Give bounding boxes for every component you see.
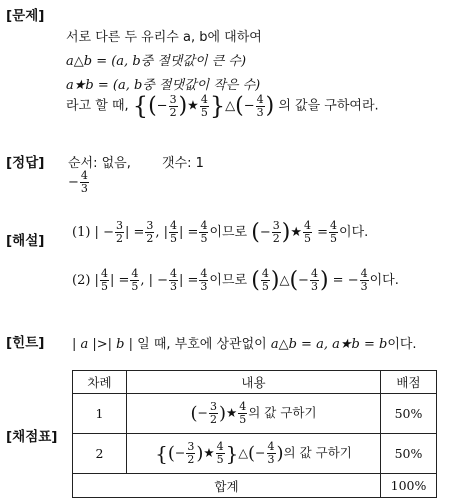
- problem-line-4-suffix: 의 값을 구하여라.: [278, 98, 379, 114]
- answer-order: 순서: 없음,: [68, 156, 131, 171]
- rubric-header-row: [73, 371, 437, 394]
- solution-step-1-mid: 이므로: [209, 225, 248, 240]
- problem-def-triangle: a△b = (a, b중 절댓값이 큰 수): [66, 54, 247, 69]
- solution-step-2-mid: 이므로: [209, 273, 248, 288]
- answer-value: − $\frac{4}{3}$: [68, 169, 88, 195]
- hint-label: [힌트]: [6, 335, 45, 351]
- rubric-table: [72, 370, 437, 498]
- solution-step-1: (1) | − $\frac{3}{2}$ | = $\frac{3}{2}$ , | $\frac{4}{5}$ | = $\frac{4}{5}$ 이므로 (− $\frac{3}{2}$ )★ $\frac{4}{5}$ = $\frac{4}{5}$ 이다.: [72, 219, 369, 245]
- rubric-row-1-suffix: 의 값 구하기: [248, 405, 317, 420]
- problem-label: [문제]: [6, 8, 45, 24]
- hint-text: | a |>| b | 일 때, 부호에 상관없이 a△b = a, a★b = b이다.: [72, 337, 417, 352]
- rubric-row-2-suffix: 의 값 구하기: [283, 445, 352, 460]
- solution-step-1-end: 이다.: [339, 225, 369, 240]
- rubric-row-1-score: 50%: [381, 394, 437, 434]
- solution-step-2: (2) | $\frac{4}{5}$ | = $\frac{4}{5}$ , | − $\frac{4}{3}$ | = $\frac{4}{3}$ 이므로 ( $\frac{4}{5}$ )△(− $\frac{4}{3}$ ) = − $\frac{4}{3}$ 이다.: [72, 267, 399, 293]
- rubric-row-2-score: 50%: [381, 434, 437, 474]
- rubric-row-1-no: 1: [73, 394, 127, 434]
- rubric-row-1-content: (− $\frac{3}{2}$ )★ $\frac{4}{5}$ 의 값 구하기: [127, 394, 381, 434]
- problem-line-4-prefix: 라고 할 때,: [66, 98, 129, 114]
- problem-line-1: 서로 다른 두 유리수 a, b에 대하여: [66, 30, 262, 45]
- answer-label: [정답]: [6, 155, 45, 171]
- solution-step-1-label: (1): [72, 225, 91, 240]
- solution-label: [해설]: [6, 233, 45, 249]
- rubric-row-2-no: 2: [73, 434, 127, 474]
- solution-step-2-end: 이다.: [369, 273, 399, 288]
- rubric-total-score: 100%: [381, 474, 437, 498]
- rubric-header-score: 배점: [381, 371, 437, 394]
- rubric-header-content: 내용: [127, 371, 381, 394]
- rubric-row: [73, 394, 437, 434]
- hint-text-end: 이다.: [387, 337, 417, 352]
- solution-step-2-label: (2): [72, 273, 91, 288]
- rubric-row: [73, 434, 437, 474]
- problem-def-star: a★b = (a, b중 절댓값이 작은 수): [66, 78, 261, 93]
- answer-count: 갯수: 1: [162, 156, 204, 171]
- problem-line-4: 라고 할 때, {(− $\frac{3}{2}$ )★ $\frac{4}{5}$ }△(− $\frac{4}{3}$ ) 의 값을 구하여라.: [66, 92, 379, 120]
- rubric-header-no: 차례: [73, 371, 127, 394]
- rubric-total-row: [73, 474, 437, 498]
- rubric-row-2-content: {(− $\frac{3}{2}$ )★ $\frac{4}{5}$ }△(− $\frac{4}{3}$ )의 값 구하기: [127, 434, 381, 474]
- rubric-total-label: 합계: [73, 474, 381, 498]
- hint-text-mid: 일 때, 부호에 상관없이: [137, 337, 267, 352]
- rubric-label: [채점표]: [6, 429, 58, 445]
